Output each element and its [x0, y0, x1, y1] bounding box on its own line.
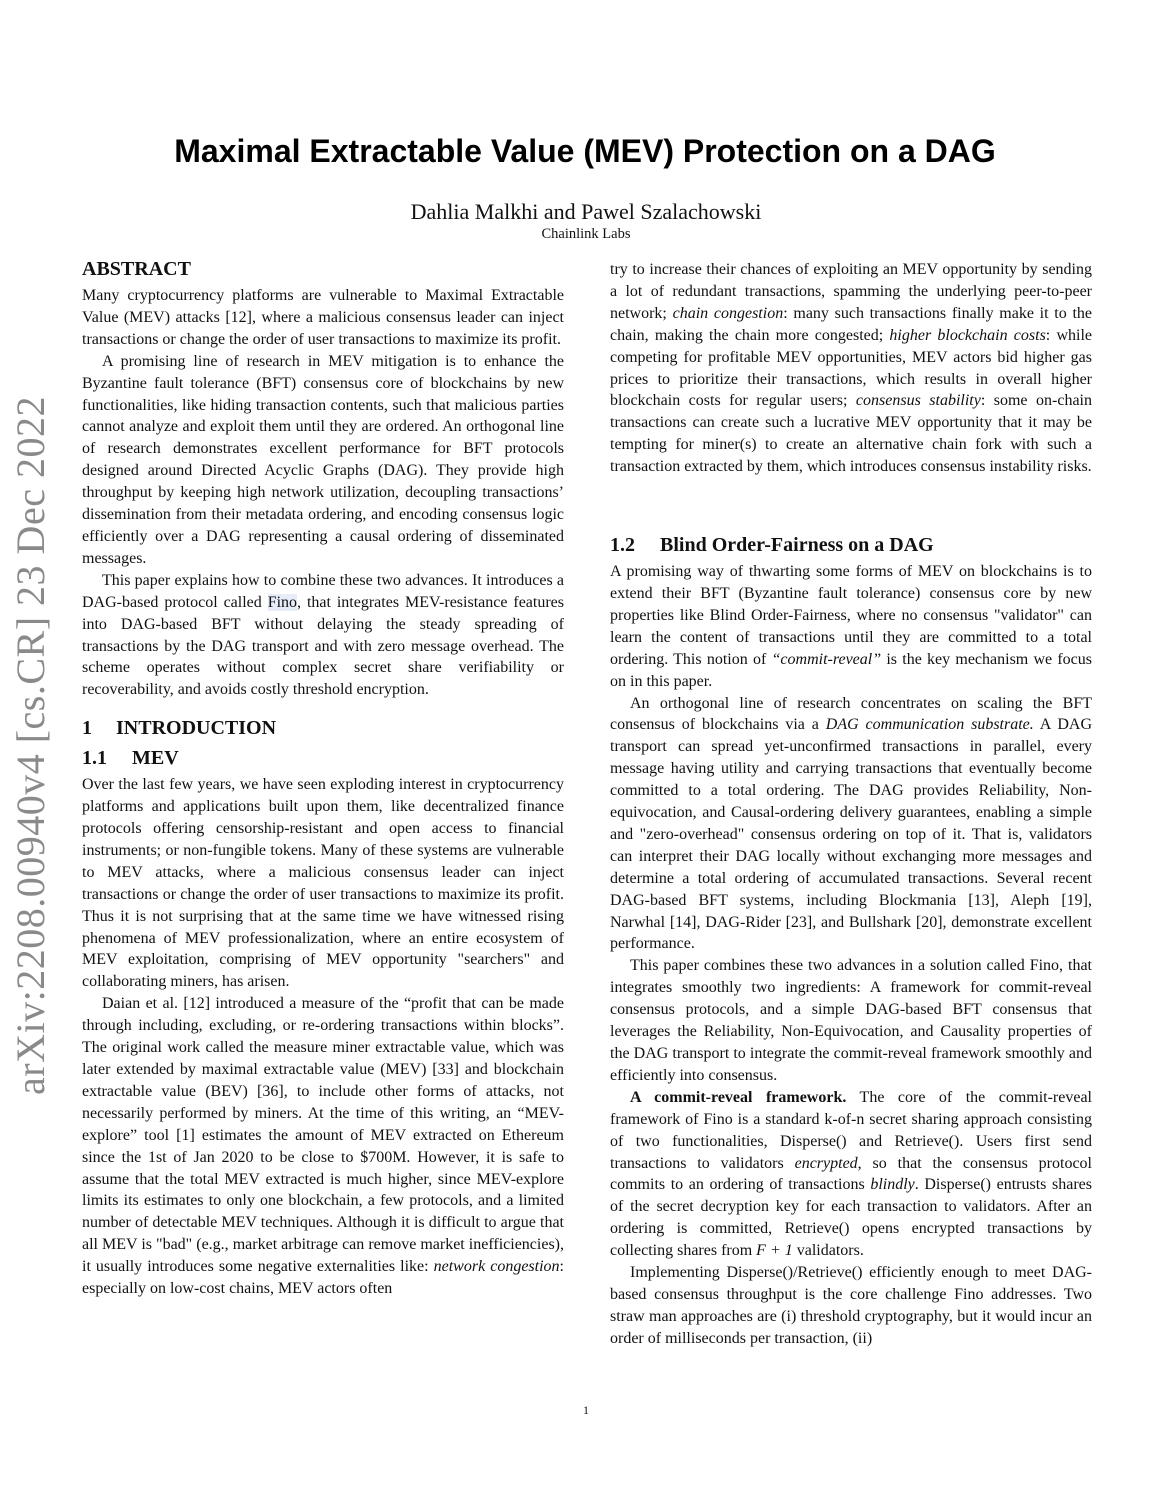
subsection-heading-blind-order-fairness — [610, 532, 1092, 558]
emphasis-text: chain congestion — [672, 304, 784, 322]
arxiv-identifier-stamp — [8, 395, 52, 1095]
fino-link[interactable]: Fino — [267, 593, 298, 611]
paper-title: Maximal Extractable Value (MEV) Protection on a DAG — [174, 133, 996, 169]
abstract-heading: ABSTRACT — [82, 258, 191, 280]
body-text: The core of the commit-reveal framework of Fino is a standard k-of-n secret sharing approach consisting of two functionalities, Disperse() and Retrieve(). Users first send transactions to validators — [610, 1088, 1093, 1172]
math-expression: F + 1 — [756, 1242, 793, 1260]
body-paragraph — [82, 993, 564, 1300]
emphasis-text: encrypted — [794, 1154, 858, 1172]
body-text: Daian et al. [12] introduced a measure of the “profit that can be made through including, excluding, or re-ordering transactions within blocks”. The original work called the measure miner extractable value, which was later extended by maximal extractable value (MEV) [33] and blockchain extractable value (BEV) [36], to include other forms of attacks, not necessarily performed by miners. At the time of this writing, an “MEV-explore” tool [1] estimates the amount of MEV extracted on Ethereum since the 1st of Jan 2020 to be close to $700M. However, it is safe to assume that the total MEV extracted is much higher, since MEV-explore limits its estimates to only one blockchain, a few protocols, and a limited number of detectable MEV techniques. Although it is difficult to argue that all MEV is "bad" (e.g., market arbitrage can remove market inefficiencies), it usually introduces some negative externalities like: — [82, 995, 564, 1276]
body-paragraph — [610, 693, 1092, 956]
emphasis-text: higher blockchain costs — [889, 326, 1046, 344]
abstract-paragraph: A promising line of research in MEV mitigation is to enhance the Byzantine fault tolerance (BFT) consensus core of blockchains by new functionalities, like hiding transaction contents, such that malicious parties cannot analyze and exploit them until they are ordered. An orthogonal line of research demonstrates excellent performance for BFT protocols designed around Directed Acyclic Graphs (DAG). They provide high throughput by keeping high network utilization, decoupling transactions’ dissemination from their metadata ordering, and encoding consensus logic efficiently over a DAG representing a causal ordering of disseminated messages. — [82, 352, 564, 567]
body-text: . Disperse() entrusts shares of the secret decryption key for each transaction to validators. After an ordering is committed, Retrieve() opens encrypted transactions by collecting shares from — [610, 1176, 1092, 1260]
subsection-title: Blind Order-Fairness on a DAG — [660, 534, 934, 557]
body-text: is the key mechanism we focus on in this paper. — [610, 650, 1093, 690]
body-text: : especially on low-cost chains, MEV actors often — [82, 1258, 564, 1298]
body-paragraph: This paper combines these two advances in a solution called Fino, that integrates smoothly two ingredients: A framework for commit-reveal consensus protocols, and a simple DAG-based BFT consensus that leverages the Reliability, Non-Equivocation, and Causality properties of the DAG transport to integrate the commit-reveal framework smoothly and efficiently into consensus. — [610, 957, 1092, 1084]
abstract-text: , that integrates MEV-resistance features into DAG-based BFT without delaying the steady spreading of transactions by the DAG transport and with zero message overhead. The scheme operates without complex secret share verifiability or recoverability, and avoids costly threshold encryption. — [82, 593, 565, 699]
subsection-title: MEV — [132, 747, 179, 770]
body-text: A DAG transport can spread yet-unconfirmed transactions in parallel, every message having utility and carrying transactions that eventually become committed to a total ordering. The DAG provides Reliability, Non-equivocation, and Causal-ordering delivery guarantees, enabling a simple and "zero-overhead" consensus ordering on top of it. That is, validators can interpret their DAG locally without exchanging more messages and determine a total ordering of accumulated transactions. Several recent DAG-based BFT systems, including Blockmania [13], Aleph [19], Narwhal [14], DAG-Rider [23], and Bullshark [20], demonstrate excellent performance. — [610, 716, 1093, 953]
abstract-paragraph — [82, 570, 564, 701]
abstract-text: This paper explains how to combine these two advances. It introduces a DAG-based protocol called — [82, 571, 564, 611]
page-number: 1 — [583, 1403, 589, 1417]
paper-affiliation: Chainlink Labs — [541, 226, 631, 242]
emphasis-text: blindly — [870, 1176, 915, 1194]
body-paragraph — [610, 1087, 1092, 1262]
body-text: : many such transactions finally make it to the chain, making the chain more congested; — [610, 304, 1093, 344]
paper-authors: Dahlia Malkhi and Pawel Szalachowski — [410, 199, 762, 224]
emphasis-text: consensus stability — [855, 392, 981, 410]
body-paragraph — [610, 561, 1092, 692]
right-column — [610, 259, 1092, 1350]
left-column — [82, 256, 564, 1300]
section-heading-introduction — [82, 715, 564, 741]
body-paragraph-continued — [610, 259, 1092, 478]
emphasis-text: DAG communication substrate. — [825, 716, 1034, 734]
body-text: , so that the consensus protocol commits to an ordering of transactions — [610, 1154, 1093, 1194]
body-text: try to increase their chances of exploiting an MEV opportunity by sending a lot of redundant transactions, spamming the underlying peer-to-peer network; — [610, 261, 1092, 322]
body-text: A promising way of thwarting some forms of MEV on blockchains is to extend their BFT (Byzantine fault tolerance) consensus core by new properties like Blind Order-Fairness, where no consensus "validator" can learn the content of transactions until they are committed to a total ordering. This notion of — [610, 563, 1092, 668]
abstract-paragraph: Many cryptocurrency platforms are vulnerable to Maximal Extractable Value (MEV) attacks [12], where a malicious consensus leader can inject transactions or change the order of user transactions to maximize its profit. — [82, 287, 564, 348]
emphasis-text: network congestion — [433, 1258, 560, 1276]
body-text: : some on-chain transactions can create such a lucrative MEV opportunity that it may be tempting for miner(s) to create an alternative chain fork with such a transaction extracted by them, which introduces consensus instability risks. — [610, 392, 1092, 476]
emphasis-text: “commit-reveal” — [771, 650, 882, 668]
subsection-number: 1.1 — [82, 747, 107, 770]
arxiv-identifier-text: arXiv:2208.00940v4 [cs.CR] 23 Dec 2022 — [7, 395, 53, 1095]
body-paragraph: Implementing Disperse()/Retrieve() efficiently enough to meet DAG-based consensus throughput is the core challenge Fino addresses. Two straw man approaches are (i) threshold cryptography, but it would incur an order of milliseconds per transaction, (ii) — [610, 1264, 1092, 1347]
body-text: An orthogonal line of research concentrates on scaling the BFT consensus of blockchains via a — [610, 694, 1092, 734]
body-text: validators. — [792, 1242, 864, 1260]
body-paragraph: Over the last few years, we have seen exploding interest in cryptocurrency platforms and applications built upon them, like decentralized finance protocols offering censorship-resistant and open access to financial instruments; or non-fungible tokens. Many of these systems are vulnerable to MEV attacks, where a malicious consensus leader can inject transactions or change the order of user transactions to maximize its profit. Thus it is not surprising that at the same time we have witnessed rising phenomena of MEV professionalization, where an entire ecosystem of MEV exploitation, comprising of MEV opportunity "searchers" and collaborating miners, has arisen. — [82, 776, 564, 991]
subsection-number: 1.2 — [610, 534, 635, 557]
subsection-heading-mev — [82, 745, 564, 771]
paragraph-run-in-heading: A commit-reveal framework. — [630, 1088, 847, 1106]
body-text: : while competing for profitable MEV opportunities, MEV actors bid higher gas prices to prioritize their transactions, which results in overall higher blockchain costs for regular users; — [610, 326, 1092, 410]
section-title: INTRODUCTION — [116, 717, 277, 740]
section-number: 1 — [82, 717, 92, 740]
